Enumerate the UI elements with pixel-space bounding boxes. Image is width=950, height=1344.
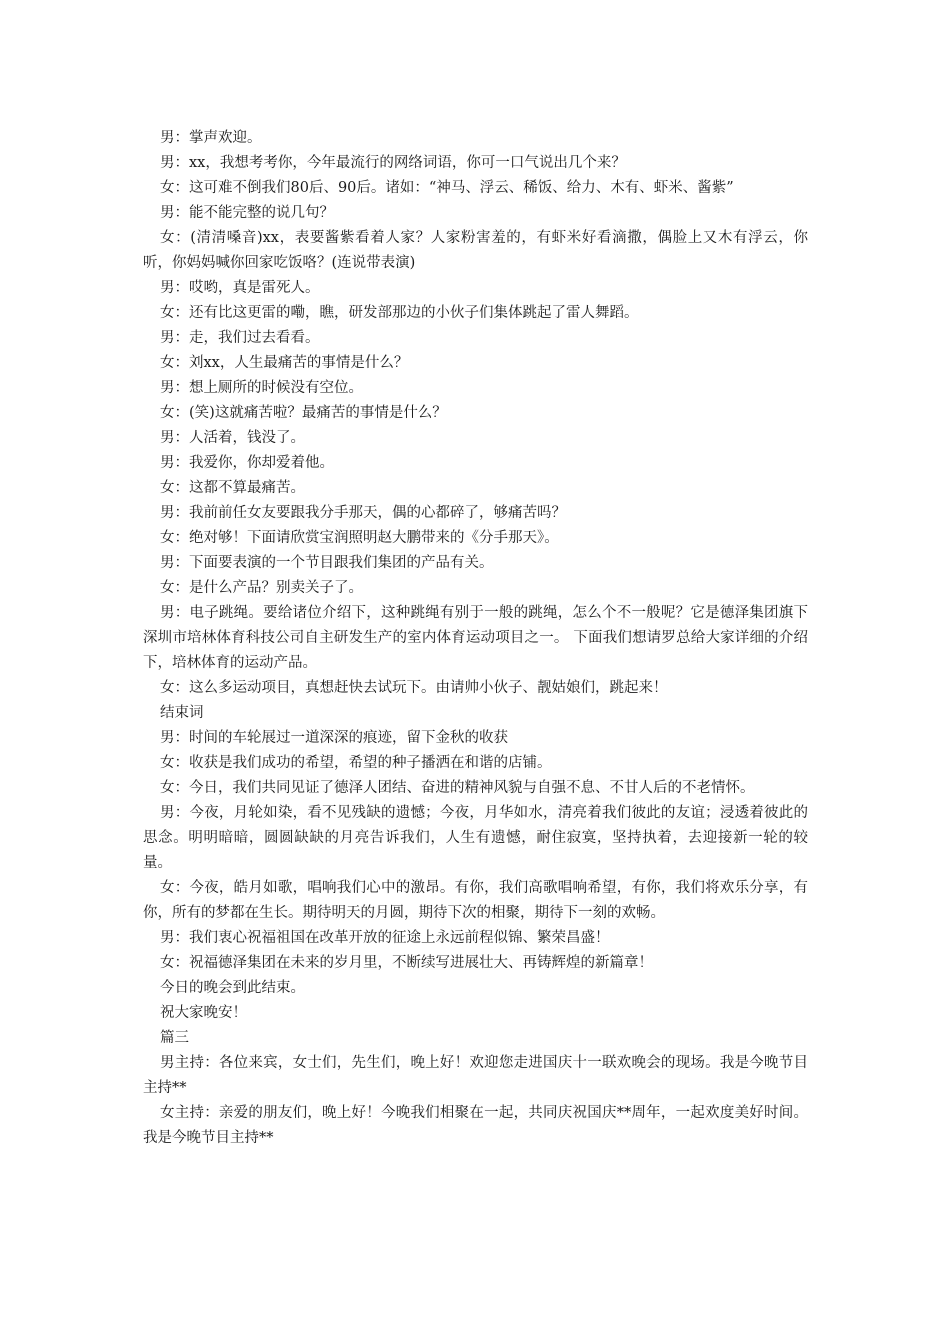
paragraph: 女：刘xx，人生最痛苦的事情是什么？ bbox=[160, 355, 409, 371]
paragraph: 男：哎哟，真是雷死人。 bbox=[160, 280, 320, 296]
paragraph: 女：今夜，皓月如歌，唱响我们心中的激昂。有你，我们高歌唱响希望，有你，我们将欢乐分享，有你，所有的梦都在生长。期待明天的月圆，期待下次的相聚，期待下一刻的欢畅。 bbox=[143, 880, 808, 921]
document-body bbox=[143, 126, 808, 1151]
paragraph: 男：xx，我想考考你，今年最流行的网络词语，你可一口气说出几个来？ bbox=[160, 155, 626, 171]
paragraph: 男：时间的车轮展过一道深深的痕迹，留下金秋的收获 bbox=[160, 730, 508, 746]
section-heading: 篇三 bbox=[160, 1030, 189, 1046]
paragraph: 女：这都不算最痛苦。 bbox=[160, 480, 305, 496]
paragraph: 男主持：各位来宾，女士们，先生们，晚上好！欢迎您走进国庆十一联欢晚会的现场。我是今晚节目主持** bbox=[143, 1055, 808, 1096]
paragraph: 男：想上厕所的时候没有空位。 bbox=[160, 380, 363, 396]
paragraph: 女：是什么产品？别卖关子了。 bbox=[160, 580, 363, 596]
paragraph: 女：(清清嗓音)xx，表要酱紫看着人家？人家粉害羞的，有虾米好看滴撒，偶脸上又木有浮云，你听，你妈妈喊你回家吃饭咯？(连说带表演) bbox=[143, 230, 808, 271]
paragraph: 女：收获是我们成功的希望，希望的种子播洒在和谐的店铺。 bbox=[160, 755, 552, 771]
paragraph: 男：今夜，月轮如染，看不见残缺的遗憾；今夜，月华如水，清亮着我们彼此的友谊；浸透着彼此的思念。明明暗暗，圆圆缺缺的月亮告诉我们，人生有遗憾，耐住寂寞，坚持执着，去迎接新一轮的较量。 bbox=[143, 805, 808, 871]
paragraph: 女：绝对够！下面请欣赏宝润照明赵大鹏带来的《分手那天》。 bbox=[160, 530, 559, 546]
paragraph: 女：祝福德泽集团在未来的岁月里，不断续写进展壮大、再铸辉煌的新篇章！ bbox=[160, 955, 653, 971]
paragraph: 男：电子跳绳。要给诸位介绍下，这种跳绳有别于一般的跳绳，怎么个不一般呢？它是德泽集团旗下深圳市培林体育科技公司自主研发生产的室内体育运动项目之一。 下面我们想请罗总给大家详细的介绍下，培林体育的运动产品。 bbox=[143, 605, 808, 671]
paragraph: 男：我爱你，你却爱着他。 bbox=[160, 455, 334, 471]
paragraph: 男：我前前任女友要跟我分手那天，偶的心都碎了，够痛苦吗？ bbox=[160, 505, 566, 521]
paragraph: 男：能不能完整的说几句？ bbox=[160, 205, 334, 221]
paragraph: 女：这么多运动项目，真想赶快去试玩下。由请帅小伙子、靓姑娘们，跳起来！ bbox=[160, 680, 668, 696]
paragraph: 女：这可难不倒我们80后、90后。诸如：“神马、浮云、稀饭、给力、木有、虾米、酱紫” bbox=[160, 180, 734, 196]
paragraph: 女主持：亲爱的朋友们，晚上好！今晚我们相聚在一起，共同庆祝国庆**周年，一起欢度美好时间。我是今晚节目主持** bbox=[143, 1105, 808, 1146]
paragraph: 今日的晚会到此结束。 bbox=[160, 980, 305, 996]
paragraph: 男：掌声欢迎。 bbox=[160, 130, 262, 146]
paragraph: 女：还有比这更雷的嘞，瞧，研发部那边的小伙子们集体跳起了雷人舞蹈。 bbox=[160, 305, 639, 321]
paragraph: 男：我们衷心祝福祖国在改革开放的征途上永远前程似锦、繁荣昌盛！ bbox=[160, 930, 610, 946]
paragraph: 男：人活着，钱没了。 bbox=[160, 430, 305, 446]
paragraph: 男：走，我们过去看看。 bbox=[160, 330, 320, 346]
section-heading: 结束词 bbox=[160, 705, 204, 721]
paragraph: 女：今日，我们共同见证了德泽人团结、奋进的精神风貌与自强不息、不甘人后的不老情怀。 bbox=[160, 780, 755, 796]
paragraph: 男：下面要表演的一个节目跟我们集团的产品有关。 bbox=[160, 555, 494, 571]
paragraph: 祝大家晚安！ bbox=[160, 1005, 247, 1021]
paragraph: 女：(笑)这就痛苦啦？最痛苦的事情是什么？ bbox=[160, 405, 447, 421]
